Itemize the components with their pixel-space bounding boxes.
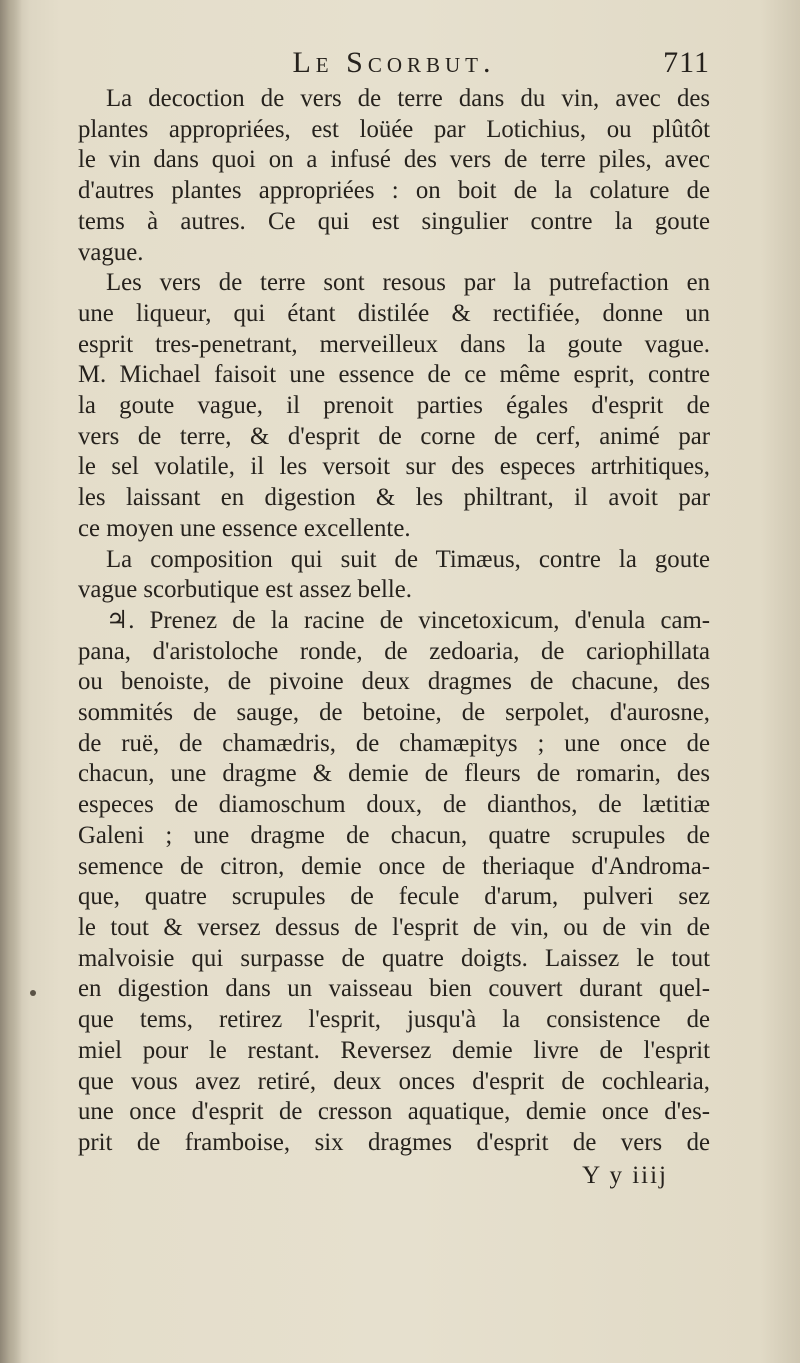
text-line: la goute vague, il prenoit parties égales d'esprit de (78, 392, 710, 420)
text-line: Galeni ; une dragme de chacun, quatre scrupules de (78, 821, 710, 849)
running-title: Le Scorbut. (292, 46, 496, 79)
text-line: le sel volatile, il les versoit sur des especes artrhitiques, (78, 453, 710, 481)
text-line: vague scorbutique est assez belle. (78, 576, 412, 604)
text-line: M. Michael faisoit une essence de ce même esprit, contre (78, 361, 710, 389)
text-line: ce moyen une essence excellente. (78, 514, 411, 542)
paragraph (78, 84, 710, 268)
text-line: chacun, une dragme & demie de fleurs de romarin, des (78, 760, 710, 788)
text-line: que vous avez retiré, deux onces d'esprit de cochlearia, (78, 1067, 710, 1095)
text-line: ♃. Prenez de la racine de vincetoxicum, d'enula cam- (106, 606, 710, 634)
text-line: ou benoiste, de pivoine deux dragmes de chacune, des (78, 668, 710, 696)
text-line: semence de citron, demie once de theriaque d'Androma- (78, 852, 710, 880)
text-line: vague. (78, 238, 144, 266)
text-line: prit de framboise, six dragmes d'esprit de vers de (78, 1128, 710, 1156)
text-line: miel pour le restant. Reversez demie livre de l'esprit (78, 1036, 710, 1064)
text-line: en digestion dans un vaisseau bien couvert durant quel- (78, 975, 710, 1003)
text-line: que tems, retirez l'esprit, jusqu'à la consistence de (78, 1006, 710, 1034)
text-line: d'autres plantes appropriées : on boit de la colature de (78, 177, 710, 205)
text-line: tems à autres. Ce qui est singulier contre la goute (78, 207, 710, 235)
text-line: plantes appropriées, est loüée par Lotichius, ou plûtôt (78, 115, 710, 143)
text-line: le vin dans quoi on a infusé des vers de terre piles, avec (78, 146, 710, 174)
text-line: vers de terre, & d'esprit de corne de cerf, animé par (78, 422, 710, 450)
paragraph (78, 268, 710, 544)
text-line: une once d'esprit de cresson aquatique, demie once d'es- (78, 1098, 710, 1126)
text-line: que, quatre scrupules de fecule d'arum, pulveri sez (78, 883, 710, 911)
text-line: malvoisie qui surpasse de quatre doigts. Laissez le tout (78, 944, 710, 972)
paragraph (78, 545, 710, 606)
text-line: les laissant en digestion & les philtrant, il avoit par (78, 484, 710, 512)
text-line: La decoction de vers de terre dans du vin, avec des (106, 85, 710, 112)
text-line: le tout & versez dessus de l'esprit de vin, ou de vin de (78, 913, 710, 941)
running-head (78, 44, 710, 84)
margin-mark (30, 990, 36, 996)
text-line: Les vers de terre sont resous par la putrefaction en (106, 269, 710, 297)
text-line: une liqueur, qui étant distilée & rectifiée, donne un (78, 299, 710, 327)
text-line: esprit tres-penetrant, merveilleux dans la goute vague. (78, 330, 710, 358)
text-block (78, 44, 710, 1193)
signature-mark: Y y iiij (582, 1161, 668, 1189)
text-line: La composition qui suit de Timæus, contre la goute (106, 545, 710, 573)
text-line: especes de diamoschum doux, de dianthos, de lætitiæ (78, 791, 710, 819)
text-line: de ruë, de chamædris, de chamæpitys ; une once de (78, 729, 710, 757)
recipe-paragraph (78, 606, 710, 1159)
page-number: 711 (663, 46, 710, 79)
binding-gutter (0, 0, 22, 1363)
text-line: pana, d'aristoloche ronde, de zedoaria, de cariophillata (78, 637, 710, 665)
text-line: sommités de sauge, de betoine, de serpolet, d'aurosne, (78, 699, 710, 727)
